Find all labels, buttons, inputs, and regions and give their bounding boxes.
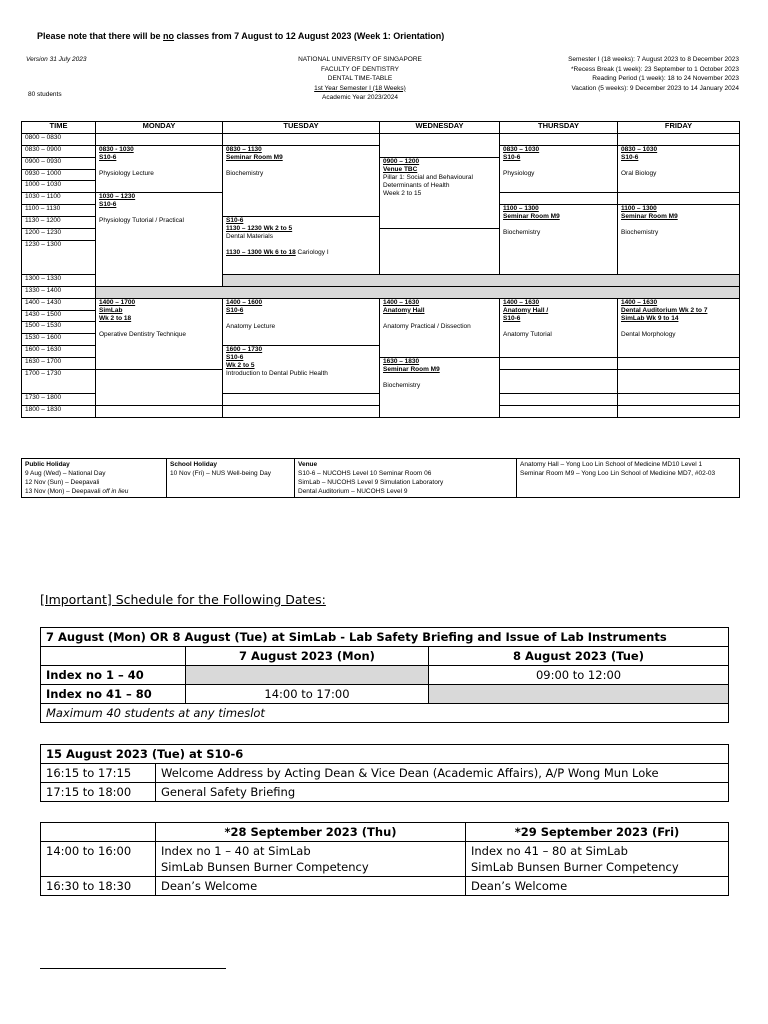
legend-venue-medicine <box>517 459 740 498</box>
event-cell: Welcome Address by Acting Dean & Vice Dean (Academic Affairs), A/P Wong Mun Loke <box>156 764 729 783</box>
semester-title: 1st Year Semester I (18 Weeks) <box>314 84 406 92</box>
recess-period: *Recess Break (1 week): 23 September to 1 October 2023 <box>570 65 739 73</box>
vacation-period: Vacation (5 weeks): 9 December 2023 to 14 January 2024 <box>571 84 739 92</box>
timetable-title: DENTAL TIME-TABLE <box>327 75 393 82</box>
class-wed-pillar-1 <box>380 157 500 228</box>
column-header: 8 August 2023 (Tue) <box>429 647 729 666</box>
lunch-break-row <box>223 274 740 286</box>
orientation-notice <box>37 31 444 41</box>
time-slot: 1130 – 1200 <box>22 217 96 229</box>
class-title: Cariology I <box>295 249 329 257</box>
time-slot: 1400 – 1430 <box>22 298 96 310</box>
time-slot: 0830 – 0900 <box>22 145 96 157</box>
class-time: 0830 – 1130 <box>226 145 262 153</box>
university-name: NATIONAL UNIVERSITY OF SINGAPORE <box>298 56 422 63</box>
class-title: Introduction to Dental Public Health <box>226 370 328 378</box>
class-venue: S10-6 <box>621 153 639 161</box>
empty-cell <box>500 358 618 370</box>
class-wed-biochemistry <box>380 358 500 418</box>
semester-dates <box>479 55 739 93</box>
class-title: Biochemistry <box>226 169 264 177</box>
class-fri-biochemistry <box>618 205 740 275</box>
empty-cell <box>500 193 618 205</box>
time-cell: 14:00 to 16:00 <box>41 842 156 877</box>
empty-cell <box>223 394 380 406</box>
legend-item: 9 Aug (Wed) – National Day <box>25 470 106 477</box>
class-venue: S10-6 <box>99 153 117 161</box>
empty-cell <box>223 133 380 145</box>
class-venue: S10-6 <box>503 153 521 161</box>
class-time: 1400 – 1630 <box>503 298 540 306</box>
legend-item: 12 Nov (Sun) – Deepavali <box>25 479 100 486</box>
row-header: Index no 1 – 40 <box>41 666 186 685</box>
time-slot: 0900 – 0930 <box>22 157 96 169</box>
legend-school-holiday <box>167 459 295 498</box>
time-slot: 1430 – 1500 <box>22 310 96 322</box>
empty-cell <box>380 133 500 157</box>
lunch-break-row <box>96 286 740 298</box>
class-fri-oral-biology <box>618 145 740 193</box>
legend-public-holiday <box>22 459 167 498</box>
class-mon-physiology-tutorial <box>96 193 223 286</box>
time-cell: 17:15 to 18:00 <box>41 783 156 802</box>
students-count: 80 students <box>28 91 62 98</box>
weekly-timetable <box>21 121 740 418</box>
class-title: Biochemistry <box>621 229 659 237</box>
empty-cell <box>618 133 740 145</box>
event-line: Index no 41 – 80 at SimLab <box>471 844 628 858</box>
class-title: Physiology Lecture <box>99 169 154 177</box>
header-monday: MONDAY <box>96 122 223 134</box>
time-slot: 1700 – 1730 <box>22 370 96 394</box>
class-title: Pillar 1: Social and Behavioural Determinants of Health <box>383 173 473 189</box>
time-slot: 1600 – 1630 <box>22 346 96 358</box>
class-fri-dental-morphology <box>618 298 740 357</box>
unavailable-slot <box>429 685 729 704</box>
time-slot: 1300 – 1330 <box>22 274 96 286</box>
legend-item: SimLab – NUCOHS Level 9 Simulation Laboratory <box>298 479 444 486</box>
class-venue: Seminar Room M9 <box>226 153 283 161</box>
class-mon-physiology-lecture <box>96 145 223 193</box>
empty-cell <box>96 405 223 417</box>
class-title: Anatomy Tutorial <box>503 330 552 338</box>
empty-cell <box>380 229 500 275</box>
empty-cell <box>223 405 380 417</box>
notice-text-end: classes from 7 August to 12 August 2023 (Week 1: Orientation) <box>174 31 445 41</box>
legend-title: School Holiday <box>170 461 217 468</box>
time-slot: 1800 – 1830 <box>22 405 96 417</box>
legend-venue <box>295 459 517 498</box>
empty-cell <box>618 370 740 394</box>
time-cell: 14:00 to 17:00 <box>186 685 429 704</box>
legend-item: 13 Nov (Mon) – Deepavali <box>25 488 103 495</box>
time-slot: 1230 – 1300 <box>22 240 96 274</box>
legend-item: Anatomy Hall – Yong Loo Lin School of Medicine MD10 Level 1 <box>520 461 703 468</box>
class-tue-dental-public-health <box>223 346 380 394</box>
class-venue: Anatomy Hall / <box>503 306 549 314</box>
class-title: Operative Dentistry Technique <box>99 330 186 338</box>
header-thursday: THURSDAY <box>500 122 618 134</box>
time-slot: 1500 – 1530 <box>22 322 96 334</box>
class-venue: Anatomy Hall <box>383 306 425 314</box>
class-venue: Seminar Room M9 <box>503 213 560 221</box>
class-time: 1100 – 1300 <box>503 205 539 213</box>
class-time: 1630 – 1830 <box>383 358 420 366</box>
empty-cell <box>500 405 618 417</box>
class-venue: Seminar Room M9 <box>383 366 440 374</box>
class-venue: S10-6 <box>226 354 244 362</box>
time-slot: 1000 – 1030 <box>22 181 96 193</box>
notice-text: Please note that there will be <box>37 31 164 41</box>
class-mon-operative-dentistry <box>96 298 223 369</box>
legend-title: Venue <box>298 461 318 468</box>
class-title: Anatomy Practical / Dissection <box>383 322 471 330</box>
faculty-name: FACULTY OF DENTISTRY <box>320 65 399 73</box>
empty-cell <box>41 647 186 666</box>
class-weeks: Wk 2 to 5 <box>226 362 255 370</box>
class-venue: Seminar Room M9 <box>621 213 678 221</box>
class-venue: SimLab Wk 9 to 14 <box>621 314 679 322</box>
class-time: 0900 – 1200 <box>383 157 420 165</box>
class-thu-biochemistry <box>500 205 618 275</box>
table-title: 7 August (Mon) OR 8 August (Tue) at SimLab - Lab Safety Briefing and Issue of Lab Instruments <box>41 628 729 647</box>
class-venue: S10-6 <box>99 201 117 209</box>
time-slot: 1630 – 1700 <box>22 358 96 370</box>
empty-cell <box>618 394 740 406</box>
lab-safety-briefing-table <box>40 627 729 723</box>
time-slot: 1530 – 1600 <box>22 334 96 346</box>
class-title: Anatomy Lecture <box>226 322 276 330</box>
class-tue-biochemistry <box>223 145 380 216</box>
legend-item: Seminar Room M9 – Yong Loo Lin School of Medicine MD7, #02-03 <box>520 470 716 477</box>
legend-item: Dental Auditorium – NUCOHS Level 9 <box>298 488 408 495</box>
class-venue: S10-6 <box>226 217 244 225</box>
time-cell: 09:00 to 12:00 <box>429 666 729 685</box>
time-slot: 1030 – 1100 <box>22 193 96 205</box>
class-venue: Dental Auditorium Wk 2 to 7 <box>621 306 708 314</box>
legend-item: S10-6 – NUCOHS Level 10 Seminar Room 06 <box>298 470 432 477</box>
class-title: Dental Materials <box>226 233 273 241</box>
class-time: 0830 – 1030 <box>503 145 540 153</box>
event-cell: Dean’s Welcome <box>156 877 466 896</box>
column-header: *28 September 2023 (Thu) <box>156 823 466 842</box>
version-label: Version 31 July 2023 <box>26 56 87 63</box>
class-time: 1400 – 1700 <box>99 298 136 306</box>
header-wednesday: WEDNESDAY <box>380 122 500 134</box>
class-weeks: Week 2 to 15 <box>383 189 422 197</box>
time-cell: 16:15 to 17:15 <box>41 764 156 783</box>
class-title: Oral Biology <box>621 169 657 177</box>
reading-period: Reading Period (1 week): 18 to 24 November 2023 <box>592 75 739 82</box>
time-cell: 16:30 to 18:30 <box>41 877 156 896</box>
notice-no: no <box>163 31 175 41</box>
header-time: TIME <box>22 122 96 134</box>
class-title: Biochemistry <box>503 229 541 237</box>
time-slot: 1330 – 1400 <box>22 286 96 298</box>
column-header: 7 August 2023 (Mon) <box>186 647 429 666</box>
class-time: 1030 – 1230 <box>99 193 136 201</box>
unavailable-slot <box>186 666 429 685</box>
time-slot: 1730 – 1800 <box>22 394 96 406</box>
class-venue: Venue TBC <box>383 165 418 173</box>
class-thu-anatomy-tutorial <box>500 298 618 357</box>
class-weeks: Wk 2 to 18 <box>99 314 132 322</box>
class-time: 1600 – 1730 <box>226 346 263 354</box>
class-thu-physiology <box>500 145 618 193</box>
empty-cell <box>500 370 618 394</box>
footnote-separator <box>40 968 226 969</box>
empty-cell <box>500 133 618 145</box>
class-time: 1130 – 1230 Wk 2 to 5 <box>226 225 293 233</box>
time-slot: 1200 – 1230 <box>22 229 96 241</box>
empty-cell <box>96 133 223 145</box>
academic-year: Academic Year 2023/2024 <box>322 94 398 101</box>
empty-cell <box>618 358 740 370</box>
event-cell: Dean’s Welcome <box>466 877 729 896</box>
time-slot: 1100 – 1130 <box>22 205 96 217</box>
legend-title: Public Holiday <box>25 461 70 468</box>
september-schedule-table <box>40 822 729 896</box>
semester-period: Semester I (18 weeks): 7 August 2023 to 8 December 2023 <box>568 56 739 63</box>
document-header <box>230 55 490 103</box>
class-title: Biochemistry <box>383 382 421 390</box>
class-time: 1130 – 1300 Wk 6 to 18 <box>226 249 296 257</box>
legend-item-italic: off in lieu <box>102 488 129 495</box>
empty-cell <box>96 370 223 406</box>
empty-cell <box>618 193 740 205</box>
class-venue: SimLab <box>99 306 123 314</box>
class-time: 1400 – 1630 <box>383 298 420 306</box>
class-time: 0830 - 1030 <box>99 145 134 153</box>
empty-cell <box>41 823 156 842</box>
event-line: SimLab Bunsen Burner Competency <box>471 860 679 874</box>
legend-table <box>21 458 740 498</box>
row-header: Index no 41 – 80 <box>41 685 186 704</box>
table-title: 15 August 2023 (Tue) at S10-6 <box>41 745 729 764</box>
class-title: Dental Morphology <box>621 330 676 338</box>
event-line: SimLab Bunsen Burner Competency <box>161 860 369 874</box>
class-title: Physiology Tutorial / Practical <box>99 217 184 225</box>
event-cell <box>466 842 729 877</box>
header-friday: FRIDAY <box>618 122 740 134</box>
welcome-address-table <box>40 744 729 802</box>
class-title: Physiology <box>503 169 535 177</box>
class-wed-anatomy-practical <box>380 298 500 357</box>
class-venue: S10-6 <box>226 306 244 314</box>
column-header: *29 September 2023 (Fri) <box>466 823 729 842</box>
class-tue-anatomy-lecture <box>223 298 380 346</box>
class-time: 1400 – 1600 <box>226 298 263 306</box>
event-cell <box>156 842 466 877</box>
class-time: 1400 – 1630 <box>621 298 658 306</box>
empty-cell <box>618 405 740 417</box>
event-line: Index no 1 – 40 at SimLab <box>161 844 311 858</box>
class-time: 0830 – 1030 <box>621 145 658 153</box>
class-tue-dental-materials <box>223 217 380 275</box>
event-cell: General Safety Briefing <box>156 783 729 802</box>
legend-item: 10 Nov (Fri) – NUS Well-being Day <box>170 470 272 477</box>
time-slot: 0800 – 0830 <box>22 133 96 145</box>
class-time: 1100 – 1300 <box>621 205 657 213</box>
important-heading: [Important] Schedule for the Following Dates: <box>40 592 326 607</box>
header-tuesday: TUESDAY <box>223 122 380 134</box>
time-slot: 0930 – 1000 <box>22 169 96 181</box>
table-note: Maximum 40 students at any timeslot <box>41 704 729 723</box>
empty-cell <box>500 394 618 406</box>
class-venue: S10-6 <box>503 314 521 322</box>
